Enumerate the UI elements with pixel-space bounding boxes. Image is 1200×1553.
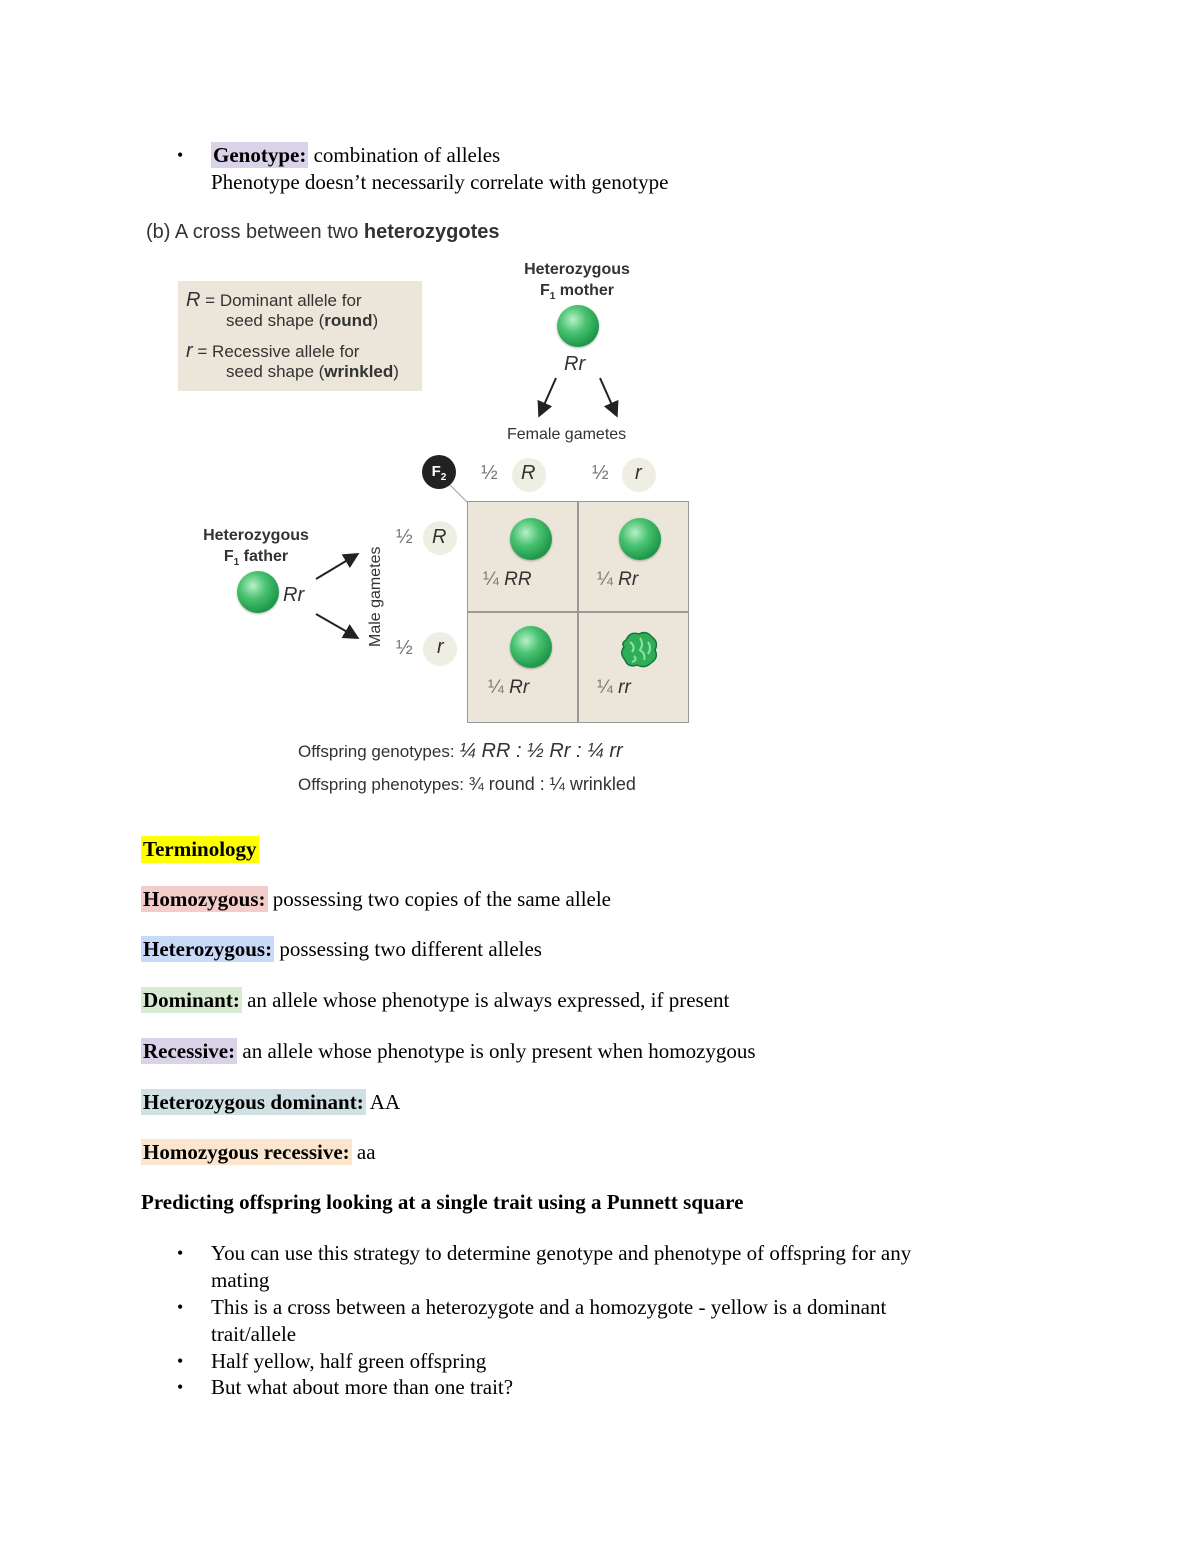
bullet-dot: • (177, 1377, 184, 1397)
genotype-text: combination of alleles (313, 143, 501, 167)
term-recessive: Recessive: an allele whose phenotype is only present when homozygous (143, 1039, 756, 1063)
punnett-figure (140, 215, 700, 815)
punnett-cell: ¼ rr (578, 612, 687, 721)
f2-badge: $F_2$ (422, 455, 456, 489)
female-gamete-2-allele: r (635, 462, 642, 484)
genotype-definition (211, 143, 500, 168)
female-gametes-label: Female gametes (507, 426, 627, 443)
bullet-item: You can use this strategy to determine genotype and phenotype of offspring for any (211, 1241, 912, 1265)
father-pea-icon (237, 571, 279, 613)
male-gamete-2: ½ (396, 637, 413, 659)
punnett-cell: ¼ Rr (578, 502, 687, 611)
offspring-genotypes: Offspring genotypes: ¼ RR : ½ Rr : ¼ rr (298, 740, 623, 762)
father-label: Heterozygous $F_1$ father (203, 527, 309, 569)
male-gamete-1: ½ (396, 526, 413, 548)
bullet-item: This is a cross between a heterozygote and a homozygote - yellow is a dominant (211, 1295, 887, 1319)
term-heterozygous-dominant: Heterozygous dominant: AA (143, 1090, 401, 1114)
mother-arrows (530, 370, 630, 430)
round-pea-icon (619, 518, 661, 560)
round-pea-icon (510, 518, 552, 560)
allele-legend: R = Dominant allele for seed shape (round) r = Recessive allele for seed shape (wrinkled) (178, 281, 422, 391)
female-gamete-2: ½ (592, 462, 609, 484)
bullet-item-continued: trait/allele (211, 1322, 297, 1346)
term-heterozygous: Heterozygous: possessing two different alleles (143, 937, 542, 961)
wrinkled-pea-icon (618, 628, 660, 670)
bullet-item: Half yellow, half green offspring (211, 1349, 487, 1373)
term-dominant: Dominant: an allele whose phenotype is always expressed, if present (143, 988, 730, 1012)
female-gamete-1-allele: R (521, 462, 536, 484)
male-gametes-label: Male gametes (367, 546, 384, 647)
offspring-phenotypes: Offspring phenotypes: ¾ round : ¼ wrinkled (298, 774, 636, 794)
bullet-dot: • (177, 1243, 184, 1263)
punnett-cell: ¼ Rr (468, 612, 577, 721)
mother-label: Heterozygous $F_1$ mother (524, 261, 630, 303)
bullet-dot: • (177, 1351, 184, 1371)
term-homozygous: Homozygous: possessing two copies of the same allele (143, 887, 612, 911)
father-genotype: Rr (283, 584, 305, 606)
father-arrows (310, 543, 366, 643)
punnett-cell: ¼ RR (468, 502, 577, 611)
punnett-square (467, 501, 689, 723)
genotype-term: Genotype: (213, 143, 307, 167)
round-pea-icon (510, 626, 552, 668)
male-gamete-1-allele: R (432, 526, 447, 548)
punnett-section-heading: Predicting offspring looking at a single trait using a Punnett square (141, 1190, 744, 1214)
term-homozygous-recessive: Homozygous recessive: aa (143, 1140, 376, 1164)
bullet-item: But what about more than one trait? (211, 1375, 514, 1399)
terminology-heading: Terminology (143, 837, 257, 861)
genotype-note: Phenotype doesn’t necessarily correlate with genotype (211, 170, 669, 194)
figure-title: (b) A cross between two heterozygotes (146, 221, 500, 243)
mother-genotype: Rr (564, 353, 586, 375)
bullet-dot: • (177, 145, 184, 165)
female-gamete-1: ½ (481, 462, 498, 484)
male-gamete-2-allele: r (437, 636, 444, 658)
bullet-item-continued: mating (211, 1268, 270, 1292)
mother-pea-icon (557, 305, 599, 347)
bullet-dot: • (177, 1297, 184, 1317)
